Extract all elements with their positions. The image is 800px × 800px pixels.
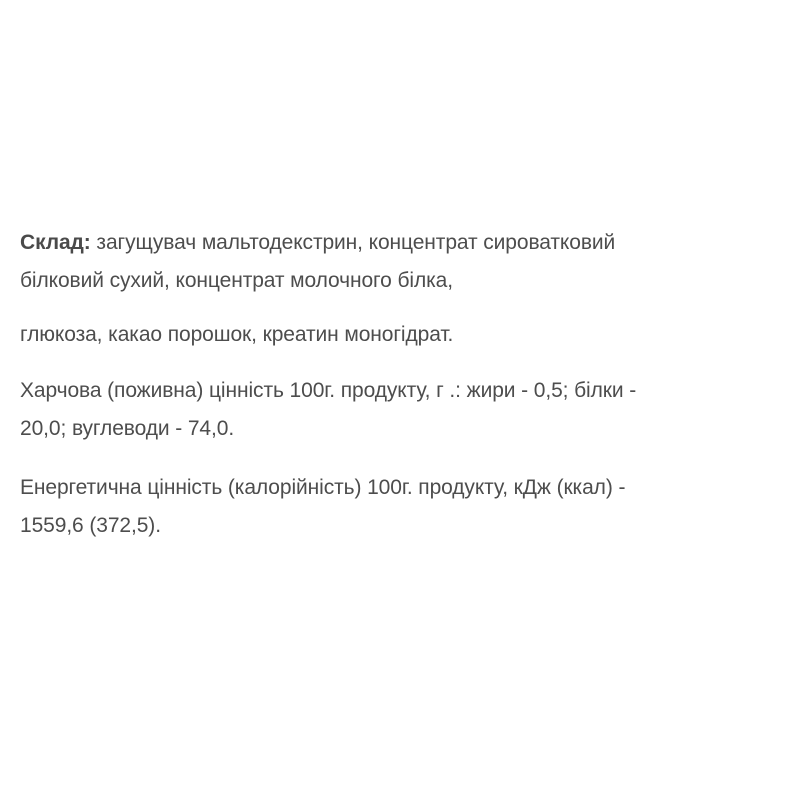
energy-paragraph bbox=[20, 469, 780, 545]
product-description bbox=[20, 224, 780, 545]
energy-text-line-1: Енергетична цінність (калорійність) 100г. продукту, кДж (ккал) - bbox=[20, 476, 626, 499]
nutrition-text-line-1: Харчова (поживна) цінність 100г. продукту, г .: жири - 0,5; білки - bbox=[20, 379, 637, 402]
glucose-text: глюкоза, какао порошок, креатин моногідрат. bbox=[20, 323, 454, 346]
glucose-paragraph bbox=[20, 316, 780, 354]
energy-text-line-2: 1559,6 (372,5). bbox=[20, 514, 161, 537]
composition-paragraph bbox=[20, 224, 780, 300]
nutrition-text-line-2: 20,0; вуглеводи - 74,0. bbox=[20, 417, 235, 440]
nutrition-paragraph bbox=[20, 372, 780, 448]
composition-label: Склад: bbox=[20, 231, 91, 254]
composition-text-line-2: білковий сухий, концентрат молочного білка, bbox=[20, 269, 453, 292]
composition-text-line-1: загущувач мальтодекстрин, концентрат сироватковий bbox=[90, 231, 616, 254]
